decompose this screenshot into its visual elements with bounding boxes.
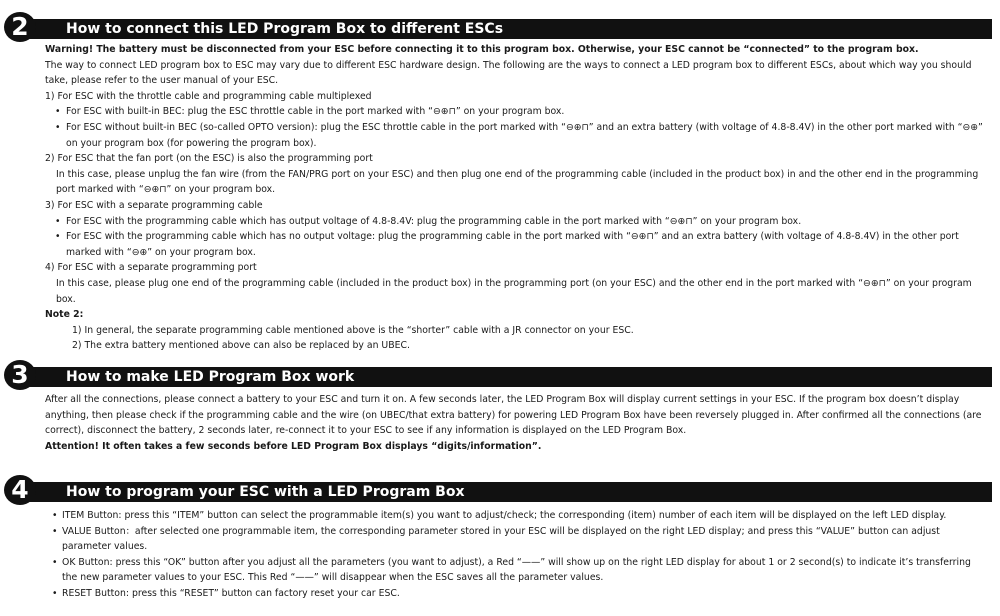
case-2-text: In this case, please unplug the fan wire (from the FAN/PRG port on your ESC) and then plug one end of the programming cable (included in the product box) in and the other end in the programming port marked with “⊖⊕⊓” on your program box. — [56, 168, 979, 196]
note-item: 2) The extra battery mentioned above can also be replaced by an UBEC. — [72, 340, 410, 352]
section-title: How to program your ESC with a LED Program Box — [66, 484, 465, 500]
list-item: • VALUE Button：after selected one programmable item, the corresponding parameter stored in your ESC will be displayed on the right LED display; and press this “VALUE” button can adjust parameter values. — [45, 524, 988, 555]
list-item: • For ESC with the programming cable which has output voltage of 4.8-8.4V: plug the programming cable in the port marked with “⊖⊕⊓” on your program box. — [45, 214, 988, 230]
section-body — [4, 508, 992, 602]
list-item: • RESET Button: press this “RESET” button can factory reset your car ESC. — [45, 586, 988, 602]
section-body — [4, 392, 992, 454]
section-body — [4, 42, 992, 354]
section-title: How to make LED Program Box work — [66, 369, 355, 385]
case-4-title: 4) For ESC with a separate programming port — [45, 262, 257, 274]
attention-text: Attention! It often takes a few seconds before LED Program Box displays “digits/information”. — [45, 440, 542, 452]
case-4-text: In this case, please plug one end of the programming cable (included in the product box) in the programming port (on your ESC) and the other end in the port marked with “⊖⊕⊓” on your program box. — [56, 277, 972, 305]
list-item: • ITEM Button: press this “ITEM” button can select the programmable item(s) you want to adjust/check; the corresponding (item) number of each item will be displayed on the left LED display. — [45, 508, 988, 524]
section-header — [4, 360, 992, 390]
section-number-badge: 4 — [4, 475, 36, 505]
section-make-work — [4, 360, 992, 454]
case-2-title: 2) For ESC that the fan port (on the ESC) is also the programming port — [45, 153, 373, 165]
intro-paragraph: The way to connect LED program box to ESC may vary due to different ESC hardware design. The following are the ways to connect a LED program box to different ESCs, about which way you should take, please refer to the user manual of your ESC. — [45, 59, 972, 87]
case-3-title: 3) For ESC with a separate programming cable — [45, 199, 263, 211]
instructions-paragraph: After all the connections, please connect a battery to your ESC and turn it on. A few seconds later, the LED Program Box will display current settings in your ESC. If the program box doesn’t display anything, then please check if the programming cable and the wire (on UBEC/that extra battery) for powering LED Program Box have been reversely plugged in. After confirmed all the connections (are correct), disconnect the battery, 2 seconds later, re-connect it to your ESC to see if any information is displayed on the LED Program Box. — [45, 394, 982, 437]
section-header — [4, 475, 992, 505]
list-item: • OK Button: press this “OK” button after you adjust all the parameters (you want to adjust), a Red “——” will show up on the right LED display for about 1 or 2 second(s) to indicate it’s transferring the new parameter values to your ESC. This Red “——” will disappear when the ESC saves all the parameter values. — [45, 555, 988, 586]
list-item: • For ESC without built-in BEC (so-called OPTO version): plug the ESC throttle cable in the port marked with “⊖⊕⊓” and an extra battery (with voltage of 4.8-8.4V) in the other port marked with “⊖⊕” on your program box (for powering the program box). — [45, 120, 988, 151]
section-header — [4, 12, 992, 42]
section-connect — [4, 12, 992, 354]
section-title: How to connect this LED Program Box to different ESCs — [66, 21, 504, 37]
section-number-badge: 2 — [4, 12, 36, 42]
section-number-badge: 3 — [4, 360, 36, 390]
list-item: • For ESC with built-in BEC: plug the ESC throttle cable in the port marked with “⊖⊕⊓” on your program box. — [45, 104, 988, 120]
note-title: Note 2: — [45, 309, 84, 321]
section-title-bar — [26, 482, 992, 502]
section-program-esc — [4, 475, 992, 602]
list-item: • For ESC with the programming cable which has no output voltage: plug the programming cable in the port marked with “⊖⊕⊓” and an extra battery (with voltage of 4.8-8.4V) in the other port marked with “⊖⊕” on your program box. — [45, 229, 988, 260]
note-item: 1) In general, the separate programming cable mentioned above is the “shorter” cable with a JR connector on your ESC. — [72, 324, 634, 336]
section-title-bar — [26, 19, 992, 39]
case-1-title: 1) For ESC with the throttle cable and programming cable multiplexed — [45, 90, 372, 102]
section-title-bar — [26, 367, 992, 387]
warning-text: Warning! The battery must be disconnected from your ESC before connecting it to this program box. Otherwise, your ESC cannot be “connected” to the program box. — [45, 44, 919, 55]
